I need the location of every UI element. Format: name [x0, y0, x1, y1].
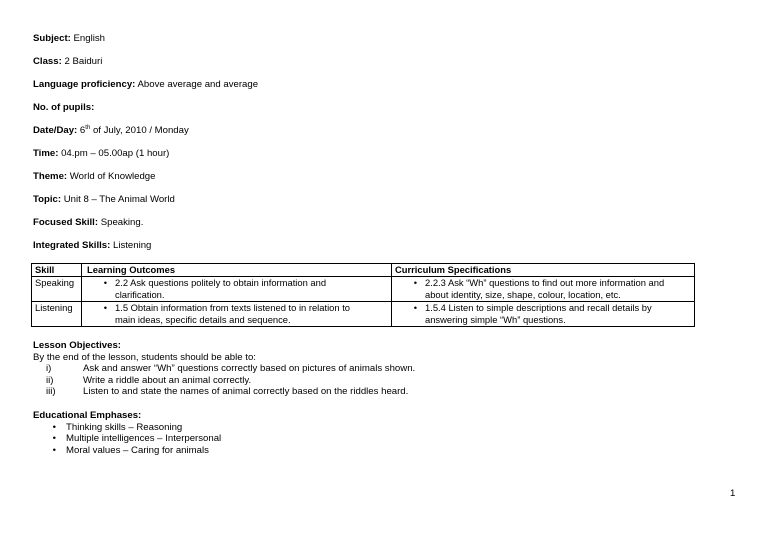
header-learning-outcomes: Learning Outcomes	[82, 264, 392, 277]
educational-emphases	[33, 410, 221, 456]
skill-cell: Listening	[32, 302, 82, 327]
bullet-icon: •	[103, 302, 107, 313]
list-item: iii) Listen to and state the names of animal correctly based on the riddles heard.	[46, 386, 409, 397]
bullet-icon: •	[52, 421, 56, 433]
subject-field: Subject: English	[33, 33, 105, 44]
list-item: ii) Write a riddle about an animal correctly.	[46, 374, 252, 386]
spec-cell: • 2.2.3 Ask “Wh” questions to find out more information and about identity, size, shape, colour, location, etc.	[392, 277, 695, 302]
bullet-icon: •	[413, 302, 417, 313]
skill-cell: Speaking	[32, 277, 82, 302]
topic-field: Topic: Unit 8 – The Animal World	[33, 194, 175, 205]
bullet-icon: •	[52, 433, 56, 444]
date-day-field: Date/Day: 6th of July, 2010 / Monday	[33, 125, 189, 136]
header-skill: Skill	[32, 264, 82, 277]
table-row	[32, 302, 695, 327]
list-item: • Moral values – Caring for animals	[33, 445, 221, 457]
lesson-objectives-heading: Lesson Objectives:	[33, 340, 121, 351]
integrated-skills-field: Integrated Skills: Listening	[33, 240, 152, 251]
outcome-cell: • 2.2 Ask questions politely to obtain information and clarification.	[82, 277, 392, 302]
lesson-objectives-intro: By the end of the lesson, students should be able to:	[33, 351, 256, 363]
spec-cell: • 1.5.4 Listen to simple descriptions and recall details by answering simple “Wh” questions.	[392, 302, 695, 327]
number-of-pupils-field: No. of pupils:	[33, 102, 95, 113]
bullet-icon: •	[52, 444, 56, 456]
list-item: • Thinking skills – Reasoning	[33, 422, 221, 434]
skills-table	[31, 263, 695, 327]
list-item: i) Ask and answer “Wh” questions correctly based on pictures of animals shown.	[46, 363, 416, 374]
class-field: Class: 2 Baiduri	[33, 56, 103, 67]
lesson-objectives	[33, 340, 415, 398]
bullet-icon: •	[413, 277, 417, 288]
language-proficiency-field: Language proficiency: Above average and average	[33, 79, 259, 90]
table-header-row	[32, 264, 695, 277]
theme-field: Theme: World of Knowledge	[33, 171, 156, 182]
time-field: Time: 04.pm – 05.00ap (1 hour)	[33, 148, 170, 159]
header-curriculum-specifications: Curriculum Specifications	[392, 264, 695, 277]
page-number: 1	[730, 488, 736, 499]
educational-emphases-heading: Educational Emphases:	[33, 410, 142, 421]
focused-skill-field: Focused Skill: Speaking.	[33, 217, 144, 228]
bullet-icon: •	[103, 277, 107, 288]
table-row	[32, 277, 695, 302]
outcome-cell: • 1.5 Obtain information from texts listened to in relation to main ideas, specific details and sequence.	[82, 302, 392, 327]
list-item: • Multiple intelligences – Interpersonal	[33, 433, 221, 445]
